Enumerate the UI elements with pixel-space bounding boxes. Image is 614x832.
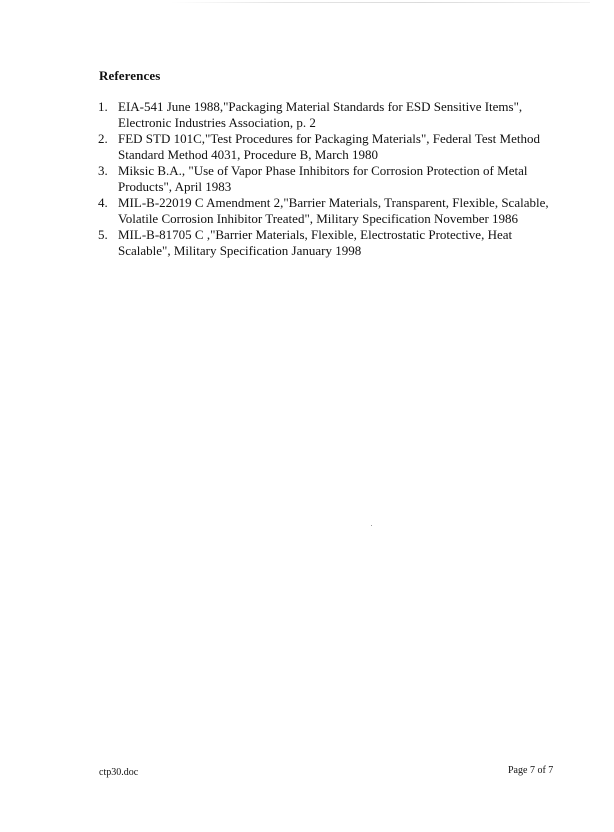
reference-text-line: MIL-B-22019 C Amendment 2,"Barrier Materials, Transparent, Flexible, Scalable, (118, 195, 549, 210)
reference-item-1 (98, 99, 568, 131)
reference-text-line: Scalable", Military Specification January 1998 (118, 243, 362, 258)
references-list (98, 99, 568, 259)
scan-speck (371, 525, 372, 526)
footer-filename: ctp30.doc (99, 767, 139, 778)
footer-page-number: Page 7 of 7 (508, 765, 554, 776)
reference-number: 3. (98, 163, 108, 178)
reference-item-4 (98, 195, 568, 227)
references-heading: References (99, 68, 161, 83)
reference-number: 1. (98, 99, 108, 114)
reference-text-line: FED STD 101C,"Test Procedures for Packaging Materials", Federal Test Method (118, 131, 540, 146)
reference-text-line: MIL-B-81705 C ,"Barrier Materials, Flexible, Electrostatic Protective, Heat (118, 227, 513, 242)
reference-item-5 (98, 227, 568, 259)
reference-item-3 (98, 163, 568, 195)
reference-number: 2. (98, 131, 108, 146)
reference-text-line: Volatile Corrosion Inhibitor Treated", Military Specification November 1986 (118, 211, 519, 226)
reference-text-line: EIA-541 June 1988,"Packaging Material Standards for ESD Sensitive Items", (118, 99, 523, 114)
reference-text-line: Electronic Industries Association, p. 2 (118, 115, 316, 130)
reference-item-2 (98, 131, 568, 163)
reference-text-line: Products", April 1983 (118, 179, 232, 194)
reference-text-line: Standard Method 4031, Procedure B, March 1980 (118, 147, 378, 162)
reference-number: 5. (98, 227, 108, 242)
reference-number: 4. (98, 195, 108, 210)
scan-artifact-line (170, 2, 590, 3)
reference-text-line: Miksic B.A., "Use of Vapor Phase Inhibitors for Corrosion Protection of Metal (118, 163, 528, 178)
